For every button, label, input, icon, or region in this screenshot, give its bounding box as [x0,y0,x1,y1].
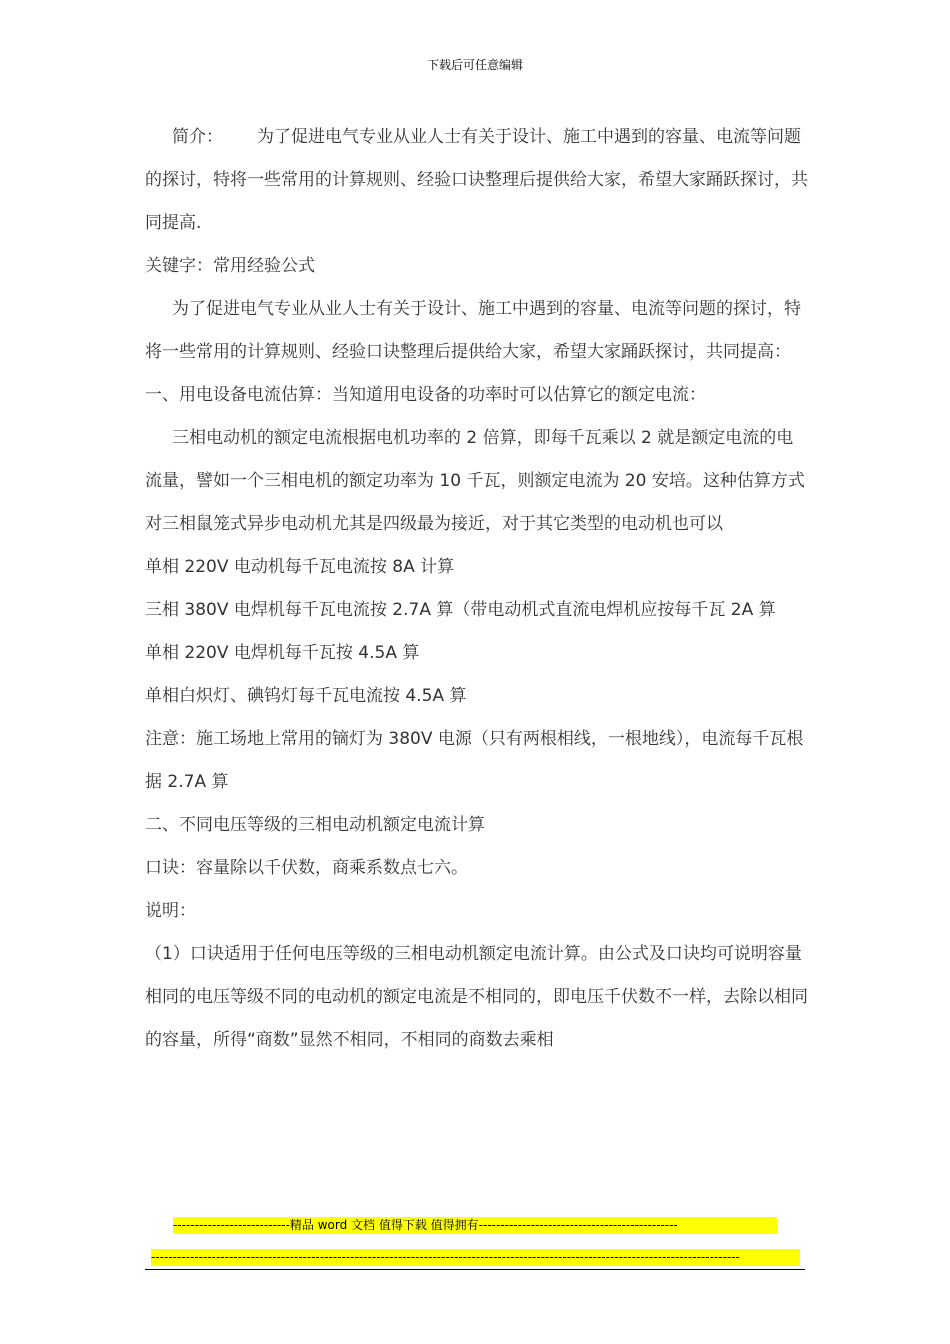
intro-label: 简介： [172,127,223,147]
explanation-label: 说明： [145,901,196,921]
footer-banner-line-1: ---------------------------精品 word 文档 值得下载 值得拥有---------------------------------------------- [173,1217,777,1234]
section-heading-2: 二、不同电压等级的三相电动机额定电流计算 [145,815,485,835]
section-heading-1: 一、用电设备电流估算：当知道用电设备的功率时可以估算它的额定电流： [145,385,706,405]
formula-mnemonic: 口诀：容量除以千伏数，商乘系数点七六。 [145,858,468,878]
rule-incandescent-lamp: 单相白炽灯、碘钨灯每千瓦电流按 4.5A 算 [145,686,467,706]
page-header: 下载后可任意编辑 [426,58,523,72]
intro-paragraph [145,116,810,245]
paragraph-purpose: 为了促进电气专业从业人士有关于设计、施工中遇到的容量、电流等问题的探讨，特将一些常用的计算规则、经验口诀整理后提供给大家，希望大家踊跃探讨，共同提高： [145,299,801,362]
note-dysprosium-lamp: 注意：施工场地上常用的镝灯为 380V 电源（只有两根相线，一根地线），电流每千瓦根据 2.7A 算 [145,729,804,792]
paragraph-three-phase-motor: 三相电动机的额定电流根据电机功率的 2 倍算，即每千瓦乘以 2 就是额定电流的电流量，譬如一个三相电机的额定功率为 10 千瓦，则额定电流为 20 安培。这种估算方式对三相鼠笼式异步电动机尤其是四级最为接近，对于其它类型的电动机也可以 [145,428,805,534]
intro-text: 为了促进电气专业从业人士有关于设计、施工中遇到的容量、电流等问题的探讨，特将一些常用的计算规则、经验口诀整理后提供给大家，希望大家踊跃探讨，共同提高. [145,127,808,233]
rule-single-phase-motor: 单相 220V 电动机每千瓦电流按 8A 计算 [145,557,455,577]
explanation-item-1: （1）口诀适用于任何电压等级的三相电动机额定电流计算。由公式及口诀均可说明容量相同的电压等级不同的电动机的额定电流是不相同的，即电压千伏数不一样，去除以相同的容量，所得“商数”显然不相同，不相同的商数去乘相 [145,944,808,1050]
keywords-line: 关键字：常用经验公式 [145,256,315,276]
document-body [145,116,810,1062]
rule-three-phase-welder: 三相 380V 电焊机每千瓦电流按 2.7A 算（带电动机式直流电焊机应按每千瓦 2A 算 [145,600,776,620]
footer-divider [145,1269,805,1270]
footer-banner-line-2: ---------------------------------------------------------------------------------------------------------------------------------------- [151,1249,800,1266]
rule-single-phase-welder: 单相 220V 电焊机每千瓦按 4.5A 算 [145,643,420,663]
